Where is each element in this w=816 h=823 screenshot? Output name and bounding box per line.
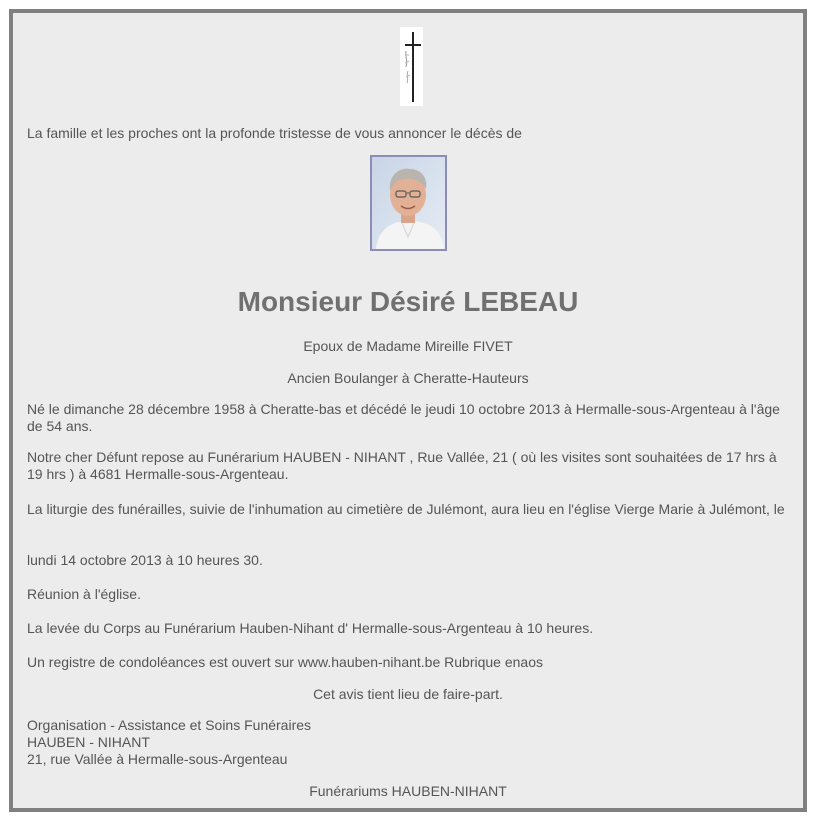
notice-statement: Cet avis tient lieu de faire-part. [313,686,503,702]
liturgy-paragraph: La liturgie des funérailles, suivie de l'inhumation au cimetière de Julémont, aura lieu en l'église Vierge Marie à Julémont, le [27,501,785,517]
condolences-line: Un registre de condoléances est ouvert sur www.hauben-nihant.be Rubrique enaos [27,654,543,670]
cross-icon [400,27,423,106]
deceased-name: Monsieur Désiré LEBEAU [237,286,579,317]
spouse-line: Epoux de Madame Mireille FIVET [303,338,513,354]
organisation-address: 21, rue Vallée à Hermalle-sous-Argenteau [27,751,288,767]
visitation-paragraph: Notre cher Défunt repose au Funérarium HAUBEN - NIHANT , Rue Vallée, 21 ( où les visites sont souhaitées de 17 hrs à 19 hrs ) à 4681 Hermalle-sous-Argenteau. [27,449,777,482]
birth-death-paragraph: Né le dimanche 28 décembre 1958 à Cheratte-bas et décédé le jeudi 10 octobre 2013 à Hermalle-sous-Argenteau à l'âge de 54 ans. [27,401,780,434]
organisation-block [27,717,787,768]
portrait-photo [370,155,447,251]
meeting-line: Réunion à l'église. [27,586,141,602]
organisation-name: HAUBEN - NIHANT [27,734,150,750]
organisation-line: Organisation - Assistance et Soins Funéraires [27,717,312,733]
footer-signature: Funérariums HAUBEN-NIHANT [309,783,507,799]
funeral-date-time: lundi 14 octobre 2013 à 10 heures 30. [27,552,263,568]
intro-text: La famille et les proches ont la profonde tristesse de vous annoncer le décès de [27,125,522,141]
death-notice-card [9,9,807,812]
occupation-line: Ancien Boulanger à Cheratte-Hauteurs [287,370,529,386]
procession-line: La levée du Corps au Funérarium Hauben-Nihant d' Hermalle-sous-Argenteau à 10 heures. [27,620,594,636]
